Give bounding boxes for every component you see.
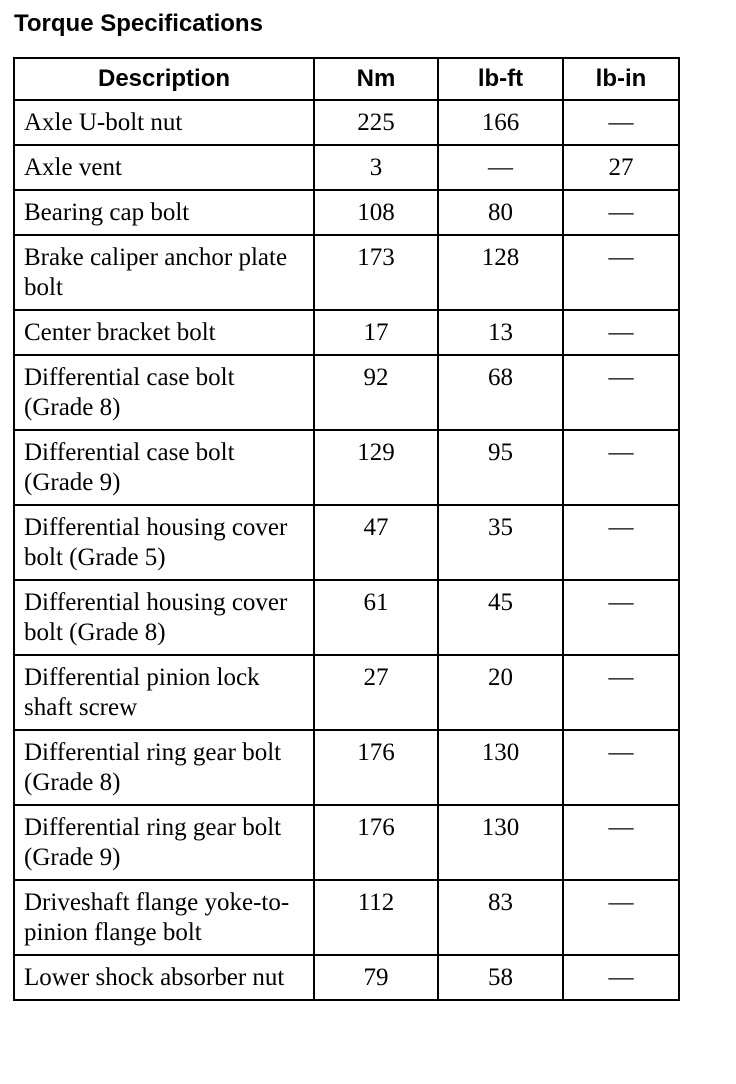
- header-description: Description: [14, 58, 314, 100]
- cell-nm: 173: [314, 235, 438, 310]
- torque-spec-table: [13, 57, 680, 1001]
- cell-description: Differential ring gear bolt (Grade 8): [14, 730, 314, 805]
- cell-nm: 225: [314, 100, 438, 145]
- cell-description: Driveshaft flange yoke-to-pinion flange bolt: [14, 880, 314, 955]
- cell-lb-ft: 13: [438, 310, 563, 355]
- cell-description: Differential housing cover bolt (Grade 8): [14, 580, 314, 655]
- cell-lb-in: —: [563, 235, 679, 310]
- cell-nm: 176: [314, 730, 438, 805]
- cell-lb-in: —: [563, 100, 679, 145]
- cell-lb-in: —: [563, 880, 679, 955]
- table-row: [14, 655, 679, 730]
- cell-description: Lower shock absorber nut: [14, 955, 314, 1000]
- cell-description: Differential case bolt (Grade 9): [14, 430, 314, 505]
- cell-description: Differential ring gear bolt (Grade 9): [14, 805, 314, 880]
- table-row: [14, 190, 679, 235]
- cell-lb-ft: 80: [438, 190, 563, 235]
- cell-nm: 92: [314, 355, 438, 430]
- cell-lb-ft: 166: [438, 100, 563, 145]
- cell-lb-in: —: [563, 190, 679, 235]
- table-row: [14, 730, 679, 805]
- table-row: [14, 145, 679, 190]
- cell-lb-ft: 68: [438, 355, 563, 430]
- cell-lb-in: —: [563, 730, 679, 805]
- cell-lb-ft: 130: [438, 805, 563, 880]
- cell-description: Differential housing cover bolt (Grade 5): [14, 505, 314, 580]
- cell-lb-in: —: [563, 955, 679, 1000]
- cell-nm: 108: [314, 190, 438, 235]
- cell-lb-in: —: [563, 805, 679, 880]
- table-row: [14, 430, 679, 505]
- table-row: [14, 580, 679, 655]
- cell-lb-in: —: [563, 355, 679, 430]
- cell-nm: 129: [314, 430, 438, 505]
- table-row: [14, 100, 679, 145]
- cell-nm: 3: [314, 145, 438, 190]
- table-row: [14, 235, 679, 310]
- cell-lb-ft: 83: [438, 880, 563, 955]
- cell-lb-in: 27: [563, 145, 679, 190]
- cell-nm: 47: [314, 505, 438, 580]
- page-title: Torque Specifications: [14, 10, 263, 37]
- cell-lb-ft: 20: [438, 655, 563, 730]
- cell-lb-ft: 58: [438, 955, 563, 1000]
- cell-lb-in: —: [563, 655, 679, 730]
- cell-description: Differential case bolt (Grade 8): [14, 355, 314, 430]
- cell-description: Axle vent: [14, 145, 314, 190]
- cell-description: Bearing cap bolt: [14, 190, 314, 235]
- cell-description: Center bracket bolt: [14, 310, 314, 355]
- cell-description: Brake caliper anchor plate bolt: [14, 235, 314, 310]
- table-row: [14, 355, 679, 430]
- table-row: [14, 805, 679, 880]
- cell-nm: 176: [314, 805, 438, 880]
- header-lb-in: lb-in: [563, 58, 679, 100]
- cell-nm: 17: [314, 310, 438, 355]
- table-row: [14, 310, 679, 355]
- cell-lb-ft: 95: [438, 430, 563, 505]
- cell-nm: 61: [314, 580, 438, 655]
- cell-nm: 79: [314, 955, 438, 1000]
- header-nm: Nm: [314, 58, 438, 100]
- cell-nm: 112: [314, 880, 438, 955]
- cell-lb-ft: 128: [438, 235, 563, 310]
- cell-lb-ft: 130: [438, 730, 563, 805]
- cell-lb-in: —: [563, 310, 679, 355]
- table-row: [14, 955, 679, 1000]
- table-row: [14, 880, 679, 955]
- cell-lb-in: —: [563, 580, 679, 655]
- cell-lb-in: —: [563, 505, 679, 580]
- header-lb-ft: lb-ft: [438, 58, 563, 100]
- cell-description: Axle U-bolt nut: [14, 100, 314, 145]
- cell-lb-ft: 45: [438, 580, 563, 655]
- cell-description: Differential pinion lock shaft screw: [14, 655, 314, 730]
- cell-lb-ft: —: [438, 145, 563, 190]
- cell-nm: 27: [314, 655, 438, 730]
- cell-lb-in: —: [563, 430, 679, 505]
- table-header-row: [14, 58, 679, 100]
- cell-lb-ft: 35: [438, 505, 563, 580]
- table-row: [14, 505, 679, 580]
